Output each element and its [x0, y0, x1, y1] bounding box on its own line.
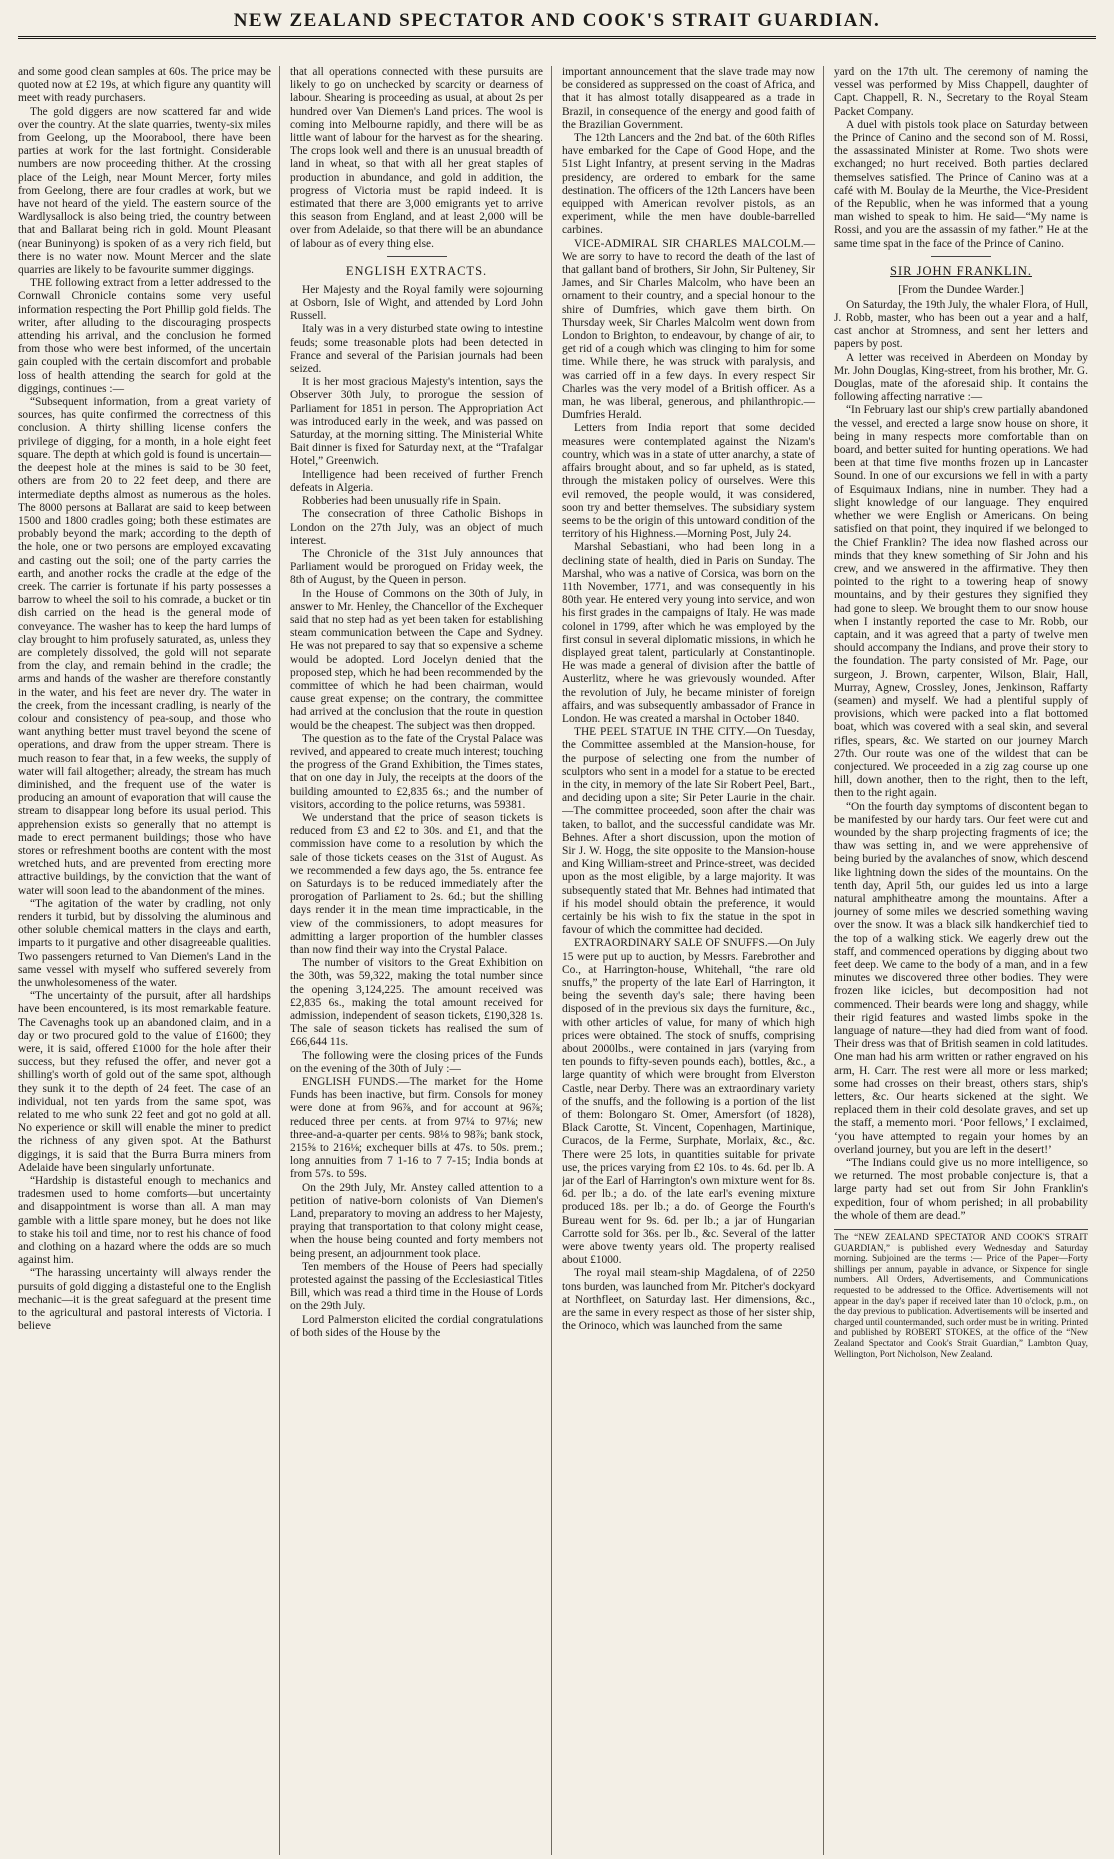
article-paragraph: important announcement that the slave trade may now be considered as suppressed on the coast of Africa, and that it has almost totally disappeared as a trade in Brazil, in consequence of the energy and good faith of the Brazilian Government.	[562, 66, 815, 131]
article-paragraph: The question as to the fate of the Crystal Palace was revived, and appeared to create much interest; touching the progress of the Grand Exhibition, the Times states, that on one day in July, the receipts at the doors of the building amounted to £2,835 6s.; and the number of visitors, according to the police returns, was 59381.	[290, 732, 543, 811]
article-paragraph: On Saturday, the 19th July, the whaler Flora, of Hull, J. Robb, master, who has been out a year and a half, cast anchor at Stromness, and sent her letters and papers by post.	[834, 298, 1088, 351]
article-paragraph: VICE-ADMIRAL SIR CHARLES MALCOLM.—We are sorry to have to record the death of the last of that gallant band of brothers, Sir John, Sir Pulteney, Sir James, and Sir Charles Malcolm, who have been an ornament to their country, and a special honour to the shire of Dumfries, which gave them birth. On Thursday week, Sir Charles Malcolm went down from London to Brighton, to endeavour, by change of air, to get rid of a cough which was clinging to him for some time. While there, he was struck with paralysis, and was carried off in a few days. In every respect Sir Charles was the very model of a British officer. As a man, he was liberal, generous, and philanthropic.—Dumfries Herald.	[562, 237, 815, 422]
article-paragraph: A duel with pistols took place on Saturday between the Prince of Canino and the second son of M. Rossi, the assassinated Minister at Rome. Two shots were exchanged; no hurt received. Both parties declared themselves satisfied. The Prince of Canino was at a café with M. Boulay de la Meurthe, the Vice-President of the Republic, when he was informed that a young man wished to speak to him. He said—“My name is Rossi, and you are the assassin of my father.” He at the same time spat in the face of the Prince of Canino.	[834, 118, 1088, 250]
article-paragraph: “The harassing uncertainty will always render the pursuits of gold digging a distasteful one to the English mechanic—it is the great safeguard at the present time to the agricultural and pastoral interests of Victoria. I believe	[18, 1267, 271, 1333]
article-paragraph: The royal mail steam-ship Magdalena, of of 2250 tons burden, was launched from Mr. Pitcher's dockyard at Northfleet, on Saturday last. Her dimensions, &c., are the same in every respect as those of her sister ship, the Orinoco, which was launched from the same	[562, 1267, 815, 1333]
article-paragraph: “In February last our ship's crew partially abandoned the vessel, and erected a large snow house on shore, it being in many respects more comfortable than on board, and better suited for hunting operations. We had been at that time five months frozen up in Lancaster Sound. In one of our excursions we fell in with a party of Esquimaux Indians, nine in number. They had a slight knowledge of our language. They enquired whether we were English or Americans. On being satisfied on that point, they inquired if we belonged to the Chief Franklin? The idea now flashed across our minds that they knew something of Sir John and his crew, and we answered in the affirmative. They then pointed to the right to a towering heap of snowy mountains, and by their gestures they signified they had gone to sleep. We brought them to our snow house when I instantly reported the case to Mr. Robb, our captain, and it was agreed that a party of twelve men should accompany the Indians, and prove their story to the foundation. The party consisted of Mr. Page, our surgeon, J. Brown, carpenter, Wilson, Blair, Hall, Murray, Agnew, Crossley, Jones, Jenkinson, Raffarty (seamen) and myself. We had a plentiful supply of provisions, which were packed into a flat bottomed boat, which was covered with a seal skin, and several rifles, spears, &c. We started on our journey March 27th. Our route was one of the wildest that can be conjectured. We proceeded in a zig zag course up one hill, down another, then to the right, then to the left, then to the right again.	[834, 404, 1088, 800]
section-heading: ENGLISH EXTRACTS.	[345, 263, 488, 278]
article-paragraph: The following were the closing prices of the Funds on the evening of the 30th of July :—	[290, 1049, 543, 1075]
article-paragraph: “Subsequent information, from a great variety of sources, has quite confirmed the correctness of this conclusion. A thirty shilling license confers the privilege of digging, for a month, in a hole eight feet square. The depth at which gold is found is uncertain—the deepest hole at the mines is said to be 30 feet, others are from 20 to 22 feet deep, and there are intermediate depths almost as numerous as the holes. The 8000 persons at Ballarat are said to keep between 1500 and 1800 cradles going; both these estimates are probably beyond the mark; according to the depth of the hole, one or two persons are employed excavating and casting out the soil; one of the party carries the earth, and another rocks the cradle at the edge of the creek. The carrier is fortunate if his party possesses a barrow to wheel the soil to his comrade, a bucket or tin dish carried on the head is the general mode of conveyance. The washer has to keep the hard lumps of clay brought to him profusely saturated, as, unless they are completely dissolved, the gold will not separate from the clay, and remain behind in the cradle; the arms and hands of the washer are therefore constantly in the water, and his feet are never dry. The water in the creek, from the incessant cradling, is nearly of the colour and consistency of pea-soup, and those who want anything better must travel beyond the scene of operations, and draw from the upper stream. There is much reason to fear that, in a few weeks, the supply of water will fail altogether; already, the stream has much diminished, and the frequent use of the water is producing an amount of evaporation that will cause the stream to disappear long before its usual period. This apprehension exists so generally that no attempt is made to erect permanent buildings; those who have stores or refreshment booths are content with the most wretched huts, and are prevented from erecting more attractive buildings, by the conviction that the want of water will soon lead to the abandonment of the mines.	[18, 396, 271, 897]
article-paragraph: The number of visitors to the Great Exhibition on the 30th, was 59,322, making the total number since the opening 3,124,225. The amount received was £2,835 6s., making the total amount received for admission, independent of season tickets, £190,328 1s. The sale of season tickets has realised the sum of £66,644 11s.	[290, 957, 543, 1049]
article-paragraph: Marshal Sebastiani, who had been long in a declining state of health, died in Paris on Sunday. The Marshal, who was a native of Corsica, was born on the 11th November, 1771, and was consequently in his 80th year. He entered very young into service, and won his first grades in the campaigns of Italy. He was made colonel in 1799, after which he was employed by the first consul in several diplomatic missions, in which he displayed great talent, particularly at Constantinople. He was made a general of division after the battle of Austerlitz, where he was grievously wounded. After the revolution of July, he became minister of foreign affairs, and was subsequently ambassador of France in London. He was created a marshal in October 1840.	[562, 541, 815, 725]
article-paragraph: Her Majesty and the Royal family were sojourning at Osborn, Isle of Wight, and attended by Lord John Russell.	[290, 283, 543, 323]
article-paragraph: We understand that the price of season tickets is reduced from £3 and £2 to 30s. and £1, and that the commission have come to a resolution by which the sale of those tickets ceases on the 31st of August. As we recommended a few days ago, the 5s. entrance fee on Saturdays is to be reduced immediately after the prorogation of Parliament to 2s. 6d.; but the shilling days render it in the mean time impracticable, in the view of the commissioners, to adopt measures for admitting a larger proportion of the humbler classes than now find their way into the Crystal Palace.	[290, 811, 543, 956]
article-paragraph: On the 29th July, Mr. Anstey called attention to a petition of native-born colonists of Van Diemen's Land, preparatory to moving an address to her Majesty, praying that transportation to that colony might cease, when the house being counted and forty members not being present, an adjournment took place.	[290, 1181, 543, 1260]
divider	[931, 256, 991, 257]
article-paragraph: The 12th Lancers and the 2nd bat. of the 60th Rifles have embarked for the Cape of Good Hope, and the 51st Light Infantry, at present serving in the Madras presidency, are ordered to embark for the same destination. The officers of the 12th Lancers have been equipped with American revolver pistols, as an experiment, while the men have double-barrelled carbines.	[562, 132, 815, 237]
article-paragraph: ENGLISH FUNDS.—The market for the Home Funds has been inactive, but firm. Consols for money were done at from 96⅞, and for account at 96⅞; reduced three per cents. at from 97¼ to 97⅛; new three-and-a-quarter per cents. 98⅛ to 98⅞; bank stock, 215⅝ to 216⅛; exchequer bills at 47s. to 50s. prem.; long annuities from 7 1-16 to 7 7-15; India bonds at from 57s. to 59s.	[290, 1076, 543, 1181]
article-paragraph: “The uncertainty of the pursuit, after all hardships have been encountered, is its most remarkable feature. The Cavenaghs took up an abandoned claim, and in a day or two procured gold to the value of £1600; they were, it is said, offered £1000 for the hole after their success, but they refused the offer, and never got a shilling's worth of gold out of the same spot, although they sunk it to the depth of 24 feet. The case of an individual, not ten yards from the same spot, was related to me who sunk 22 feet and got no gold at all. No experience or skill will enable the miner to predict the richness of any given spot. At the Bathurst diggings, it is said that the Burra Burra miners from Adelaide have been singularly unfortunate.	[18, 990, 271, 1174]
article-paragraph: Italy was in a very disturbed state owing to intestine feuds; some treasonable plots had been detected in France and several of the Parisian journals had been seized.	[290, 323, 543, 376]
article-paragraph: “Hardship is distasteful enough to mechanics and tradesmen used to home comforts—but uncertainty and disappointment is worse than all. A man may gamble with a little spare money, but he does not like to stake his toil and time, nor to rest his chance of food and clothing on a hazard where the odds are so much against him.	[18, 1175, 271, 1267]
publication-colophon: The “NEW ZEALAND SPECTATOR AND COOK'S STRAIT GUARDIAN,” is published every Wednesday and Saturday morning. Subjoined are the terms :— Price of the Paper—Forty shillings per annum, payable in advance, or Sixpence for single numbers. All Orders, Advertisements, and Communications requested to be addressed to the Office. Advertisements will not appear in the day's paper if received later than 10 o'clock, p.m., on the day previous to publication. Advertisements will be inserted and charged until countermanded, such order must be in writing. Printed and published by ROBERT STOKES, at the office of the “New Zealand Spectator and Cook's Strait Guardian,” Lambton Quay, Wellington, Port Nicholson, New Zealand.	[834, 1229, 1088, 1360]
column-1	[18, 66, 280, 1855]
article-paragraph: Robberies had been unusually rife in Spain.	[302, 495, 501, 508]
article-paragraph: Lord Palmerston elicited the cordial congratulations of both sides of the House by the	[290, 1313, 543, 1339]
article-paragraph: It is her most gracious Majesty's intention, says the Observer 30th July, to prorogue the session of Parliament for 1851 in person. The Appropriation Act was introduced early in the week, and was passed on Saturday, at the morning sitting. The Ministerial White Bait dinner is fixed for Saturday next, at the “Trafalgar Hotel,” Greenwich.	[290, 376, 543, 468]
article-paragraph: The gold diggers are now scattered far and wide over the country. At the slate quarries, twenty-six miles from Geelong, up the Moorabool, there have been parties at work for the last fortnight. Considerable numbers are now proceeding thither. At the crossing place of the Leigh, near Mount Mercer, forty miles from Geelong, there are four cradles at work, but we have not heard of the yield. The eastern source of the Wardlysallock is also being tried, the country between that and Ballarat being rich in gold. Mount Pleasant (near Buninyong) is spoken of as a very rich field, but there is no water now. Mount Mercer and the slate quarries are likely to be favourite summer diggings.	[18, 105, 271, 277]
article-paragraph: “On the fourth day symptoms of discontent began to be manifested by our hardy tars. Our feet were cut and wounded by the sharp projecting fragments of ice; the thaw was setting in, and we were apprehensive of being buried by the avalanches of snow, which descend like lightning down the sides of the mountains. On the tenth day, April 5th, our guides led us into a large natural amphitheatre among the mountains. After a journey of some miles we descried something waving over the snow. It was a black silk handkerchief tied to the top of a walking stick. We eagerly drew out the staff, and commenced operations by digging about two feet deep. We came to the body of a man, and in a few minutes we discovered three other bodies. They were frozen like icicles, but decomposition had not commenced. Their beards were long and shaggy, while their rigid features and wasted limbs spoke in the language of nature—they had died from want of food. Their dress was that of British seamen in cold latitudes. One man had his arm written or rather engraved on his arm, H. Carr. The rest were all more or less marked; some had crosses on their breast, others stars, ship's letters, &c. Our hearts sickened at the sight. We replaced them in their cold desolate graves, and set up the staff, a memento mori. ‘Poor fellows,’ I exclaimed, ‘you have attempted to regain your homes by an overland journey, but you are left in the desert!’	[834, 800, 1088, 1156]
article-paragraph: In the House of Commons on the 30th of July, in answer to Mr. Henley, the Chancellor of the Exchequer said that no step had as yet been taken for establishing steam communication between the Cape and Sydney. He was not prepared to say that so expensive a scheme would be adopted. Lord Jocelyn denied that the proposed step, which he had been recommended by the committee of which he had been chairman, would cause great expense; on the contrary, the committee had arrived at the conclusion that the route in question would be the cheapest. The subject was then dropped.	[290, 587, 543, 732]
article-paragraph: THE PEEL STATUE IN THE CITY.—On Tuesday, the Committee assembled at the Mansion-house, for the purpose of selecting one from the number of sculptors who sent in a model for a statue to be erected in the city, in memory of the late Sir Robert Peel, Bart., and deciding upon a site; Sir Peter Laurie in the chair.—The committee proceeded, soon after the chair was taken, to ballot, and the successful candidate was Mr. Behnes. After a short discussion, upon the motion of Sir J. W. Hogg, the site opposite to the Mansion-house and King William-street and Prince-street, was decided upon as the most eligible, by a large majority. It was subsequently stated that Mr. Behnes had intimated that if his model should obtain the preference, it would certainly be his wish to fix the statue in the spot in favour of which the committee had decided.	[562, 726, 815, 937]
article-paragraph: A letter was received in Aberdeen on Monday by Mr. John Douglas, King-street, from his brother, Mr. G. Douglas, mate of the aforesaid ship. It contains the following affecting narrative :—	[834, 351, 1088, 404]
column-2	[290, 66, 552, 1855]
article-paragraph: yard on the 17th ult. The ceremony of naming the vessel was performed by Miss Chappell, daughter of Capt. Chappell, R. N., Secretary to the Royal Steam Packet Company.	[834, 66, 1088, 118]
article-columns	[18, 66, 1096, 1855]
article-paragraph: “The Indians could give us no more intelligence, so we returned. The most probable conjecture is, that a large party had set out from Sir John Franklin's expedition, four of whom perished; in all probability the whole of them are dead.”	[834, 1157, 1088, 1222]
article-paragraph: EXTRAORDINARY SALE OF SNUFFS.—On July 15 were put up to auction, by Messrs. Farebrother and Co., at Harrington-house, Whitehall, “the rare old snuffs,” the property of the late Earl of Harrington, it being the seventh day's sale; there having been disposed of in the previous six days the furniture, &c., with other articles of value, for many of which high prices were obtained. The stock of snuffs, comprising about 2000lbs., were contained in jars (varying from ten pounds to fifty-seven pounds each), bottles, &c., a large quantity of which were brought from Elverston Castle, near Derby. There was an extraordinary variety of the snuffs, and the following is a portion of the list of them: Bolongaro St. Omer, Amersfort (of 1828), Black Carotte, St. Vincent, Copenhagen, Martinique, Curacos, de la Ferme, Surphate, Morlaix, &c., &c. There were 25 lots, in quantities suitable for private use, the prices varying from £2 10s. to 4s. 6d. per lb. A jar of the Earl of Harrington's own mixture went for 8s. 6d. per lb.; a do. of the late earl's evening mixture produced 18s. per lb.; a do. of George the Fourth's Bureau went for 9s. 6d. per lb.; a jar of Hungarian Carrotte sold for 36s. per lb., &c. Several of the latter were above twenty years old. The property realised about £1000.	[562, 937, 815, 1267]
article-paragraph: that all operations connected with these pursuits are likely to go on unchecked by scarcity or dearness of labour. Shearing is proceeding as usual, at about 2s per hundred over Van Diemen's Land prices. The wool is coming into Melbourne rapidly, and there will be as little want of labour for the harvest as for the shearing. The crops look well and there is an unusual breadth of land in wheat, so that with all her great staples of production in abundance, and gold in addition, the progress of Victoria must be rapid indeed. It is estimated that there are 3,000 emigrants yet to arrive this season from England, and at least 2,000 will be over from Adelaide, so that there will be an abundance of labour as of every thing else.	[290, 66, 543, 250]
divider	[387, 256, 447, 257]
masthead-rule	[18, 36, 1096, 39]
article-paragraph: Intelligence had been received of further French defeats in Algeria.	[290, 468, 543, 494]
article-paragraph: The Chronicle of the 31st July announces that Parliament would be prorogued on Friday week, the 8th of August, by the Queen in person.	[290, 547, 543, 587]
article-paragraph: “The agitation of the water by cradling, not only renders it turbid, but by dissolving the aluminous and other soluble chemical matters in the clays and earth, imparts to it purgative and other disagreeable qualities. Two passengers returned to Van Diemen's Land in the same vessel with myself who suffered severely from the unwholesomeness of the water.	[18, 897, 271, 990]
article-paragraph: THE following extract from a letter addressed to the Cornwall Chronicle contains some very useful information respecting the Port Phillip gold fields. The writer, after alluding to the discouraging prospects attending his arrival, and the conclusion he formed from those who were best informed, of the uncertain gain coupled with the certain discomfort and probable loss of health attending the search for gold at the diggings, continues :—	[18, 277, 271, 395]
article-paragraph: Ten members of the House of Peers had specially protested against the passing of the Ecclesiastical Titles Bill, which was read a third time in the House of Lords on the 29th July.	[290, 1260, 543, 1313]
column-4	[834, 66, 1096, 1855]
column-3	[562, 66, 824, 1855]
section-heading: SIR JOHN FRANKLIN.	[890, 263, 1032, 278]
article-paragraph: The consecration of three Catholic Bishops in London on the 27th July, was an object of much interest.	[290, 508, 543, 547]
article-paragraph: Letters from India report that some decided measures were contemplated against the Nizam's country, which was in a state of utter anarchy, a state of affairs brought about, and so far upheld, as is stated, through the mistaken policy of ourselves. Were this evil removed, the people would, it was considered, soon try and better themselves. The subsidiary system seems to be the origin of this untoward condition of the territory of his Highness.—Morning Post, July 24.	[562, 422, 815, 541]
masthead-title: NEW ZEALAND SPECTATOR AND COOK'S STRAIT GUARDIAN.	[233, 10, 881, 31]
article-paragraph: and some good clean samples at 60s. The price may be quoted now at £2 19s, at which figure any quantity will meet with ready purchasers.	[18, 66, 271, 105]
source-line: [From the Dundee Warder.]	[898, 283, 1024, 296]
